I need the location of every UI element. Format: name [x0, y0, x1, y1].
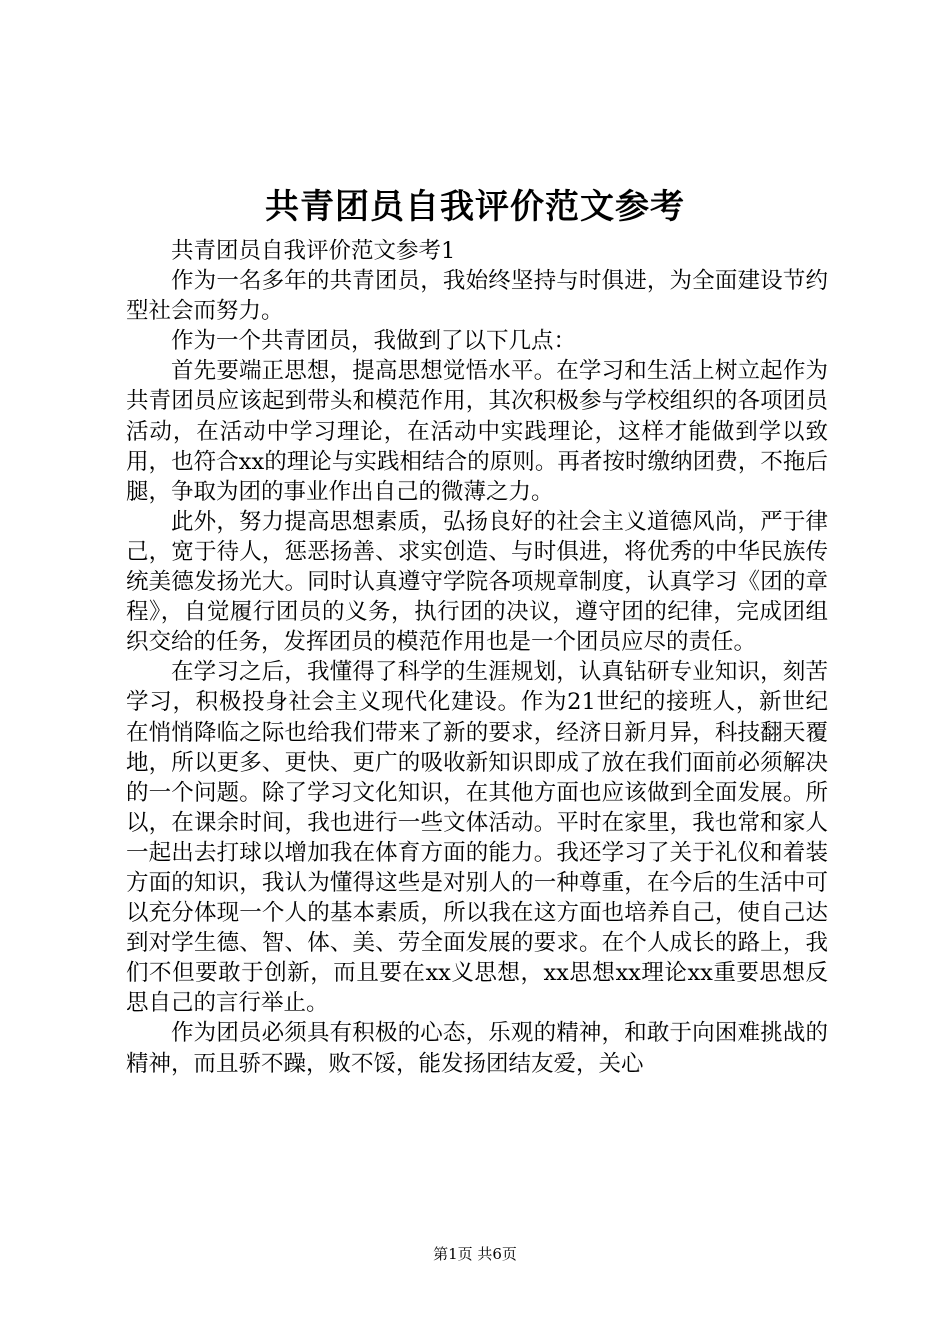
paragraph-intro: 作为一名多年的共青团员，我始终坚持与时俱进，为全面建设节约型社会而努力。 [126, 268, 828, 325]
paragraph-subtitle: 共青团员自我评价范文参考1 [171, 238, 456, 264]
paragraph-thought: 首先要端正思想，提高思想觉悟水平。在学习和生活上树立起作为共青团员应该起到带头和模范作用，其次积极参与学校组织的各项团员活动，在活动中学习理论，在活动中实践理论，这样才能做到学以致用，也符合xx的理论与实践相结合的原则。再者按时缴纳团费，不拖后腿，争取为团的事业作出自己的微薄之力。 [126, 358, 828, 505]
page-footer: 第1页 共6页 [433, 1245, 517, 1263]
paragraph-attitude: 作为团员必须具有积极的心态，乐观的精神，和敢于向困难挑战的精神，而且骄不躁，败不馁，能发扬团结友爱，关心 [126, 1020, 828, 1077]
document-title: 共青团员自我评价范文参考 [265, 187, 685, 227]
paragraph-study: 在学习之后，我懂得了科学的生涯规划，认真钻研专业知识，刻苦学习，积极投身社会主义现代化建设。作为21世纪的接班人，新世纪在悄悄降临之际也给我们带来了新的要求，经济日新月异，科技翻天覆地，所以更多、更快、更广的吸收新知识即成了放在我们面前必须解决的一个问题。除了学习文化知识，在其他方面也应该做到全面发展。所以，在课余时间，我也进行一些文体活动。平时在家里，我也常和家人一起出去打球以增加我在体育方面的能力。我还学习了关于礼仪和着装方面的知识，我认为懂得这些是对别人的一种尊重，在今后的生活中可以充分体现一个人的基本素质，所以我在这方面也培养自己，使自己达到对学生德、智、体、美、劳全面发展的要求。在个人成长的路上，我们不但要敢于创新，而且要在xx义思想，xx思想xx理论xx重要思想反思自己的言行举止。 [126, 659, 828, 1017]
document-body [126, 236, 828, 1079]
paragraph-points-lead: 作为一个共青团员，我做到了以下几点： [171, 328, 577, 355]
paragraph-morality: 此外，努力提高思想素质，弘扬良好的社会主义道德风尚，严于律己，宽于待人，惩恶扬善、求实创造、与时俱进，将优秀的中华民族传统美德发扬光大。同时认真遵守学院各项规章制度，认真学习《团的章程》，自觉履行团员的义务，执行团的决议，遵守团的纪律，完成团组织交给的任务，发挥团员的模范作用也是一个团员应尽的责任。 [126, 508, 828, 656]
